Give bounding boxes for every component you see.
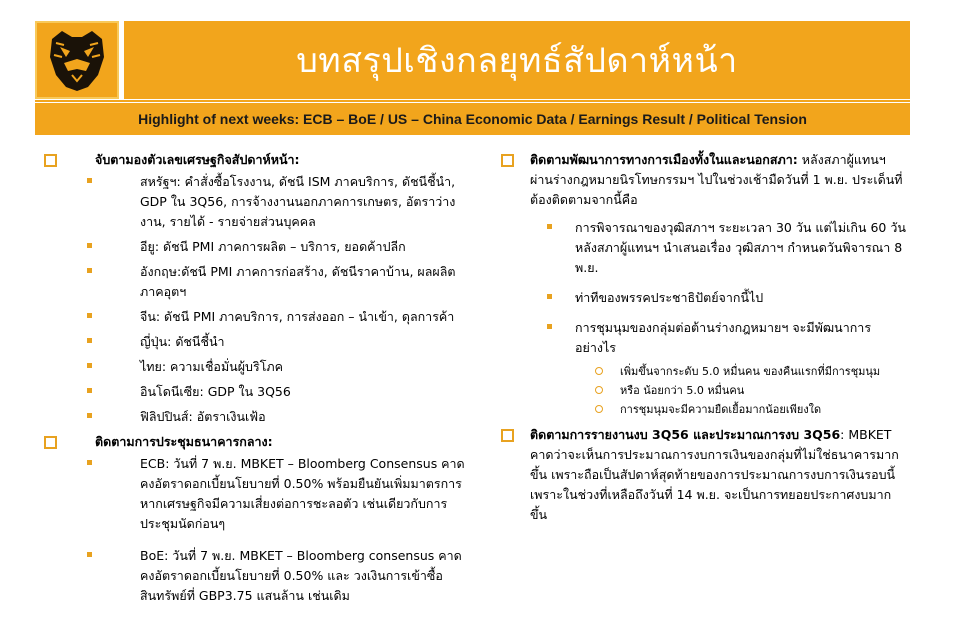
left-column <box>40 150 470 611</box>
square-bullet-icon <box>87 243 92 248</box>
list-item: การพิจารณาของวุฒิสภาฯ ระยะเวลา 30 วัน แต่ไม่เกิน 60 วัน หลังสภาผู้แทนฯ นำเสนอเรื่อง วุฒิสภาฯ กำหนดวันพิจารณา 8 พ.ย. <box>497 218 907 278</box>
earnings-section <box>497 425 907 525</box>
sub-list-item: หรือ น้อยกว่า 5.0 หมื่นคน <box>575 381 907 400</box>
list-item: การชุมนุมของกลุ่มต่อต้านร่างกฎหมายฯ จะมีพัฒนาการอย่างไร เพิ่มขึ้นจากระดับ 5.0 หมื่นคน ของคืนแรกที่มีการชุมนุม หรือ น้อยกว่า 5.0 หมื่นคน การชุมนุมจะมีความยืดเยื้อมากน้อยเพียงใด <box>497 318 907 419</box>
central-bank-list <box>40 454 470 606</box>
page-title: บทสรุปเชิงกลยุทธ์สัปดาห์หน้า <box>296 41 738 81</box>
list-item: อังกฤษ:ดัชนี PMI ภาคการก่อสร้าง, ดัชนีราคาบ้าน, ผลผลิตภาคอุตฯ <box>40 262 470 302</box>
earnings-text: : MBKET คาดว่าจะเห็นการประมาณการงบการเงินของกลุ่มที่ไม่ใช่ธนาคารมากขึ้น เพราะถือเป็นสัปดาห์สุดท้ายของการประมาณการงบการเงินรอบนี้ เพราะในช่วงที่เหลือถึงวันที่ 14 พ.ย. จะเป็นการทยอยประกาศงบมากขึ้น <box>530 427 899 522</box>
list-item: BoE: วันที่ 7 พ.ย. MBKET – Bloomberg consensus คาดคงอัตราดอกเบี้ยนโยบายที่ 0.50% และ วงเงินการเข้าซื้อสินทรัพย์ที่ GBP3.75 แสนล้าน เช่นเดิม <box>40 546 470 606</box>
highlight-banner <box>35 103 910 135</box>
politics-text: หลังสภาผู้แทนฯ ผ่านร่างกฎหมายนิรโทษกรรมฯ ไปในช่วงเช้ามืดวันที่ 1 พ.ย. ประเด็นที่ต้องติดตามจากนี้คือ <box>530 152 903 207</box>
square-bullet-icon <box>547 294 552 299</box>
circle-bullet-icon <box>595 367 603 375</box>
checkbox-bullet-icon <box>44 436 57 449</box>
square-bullet-icon <box>87 178 92 183</box>
list-item: ท่าทีของพรรคประชาธิปัตย์จากนี้ไป <box>497 288 907 308</box>
earnings-heading: ติดตามการรายงานงบ 3Q56 และประมาณการงบ 3Q56 <box>530 427 841 442</box>
square-bullet-icon <box>547 324 552 329</box>
sub-list-item: เพิ่มขึ้นจากระดับ 5.0 หมื่นคน ของคืนแรกที่มีการชุมนุม <box>575 362 907 381</box>
circle-bullet-icon <box>595 386 603 394</box>
highlight-text: Highlight of next weeks: ECB – BoE / US – China Economic Data / Earnings Result / Political Tension <box>138 111 807 127</box>
checkbox-bullet-icon <box>501 154 514 167</box>
econ-heading: จับตามองตัวเลขเศรษฐกิจสัปดาห์หน้า: <box>95 152 300 167</box>
list-item: อียู: ดัชนี PMI ภาคการผลิต – บริการ, ยอดค้าปลีก <box>40 237 470 257</box>
divider <box>35 100 910 102</box>
square-bullet-icon <box>87 552 92 557</box>
square-bullet-icon <box>547 224 552 229</box>
checkbox-bullet-icon <box>501 429 514 442</box>
square-bullet-icon <box>87 338 92 343</box>
right-column <box>497 150 907 527</box>
tiger-logo <box>35 21 119 99</box>
sub-list-item: การชุมนุมจะมีความยืดเยื้อมากน้อยเพียงใด <box>575 400 907 419</box>
square-bullet-icon <box>87 313 92 318</box>
central-bank-heading: ติดตามการประชุมธนาคารกลาง: <box>95 434 273 449</box>
list-item: จีน: ดัชนี PMI ภาคบริการ, การส่งออก – นำเข้า, ดุลการค้า <box>40 307 470 327</box>
square-bullet-icon <box>87 388 92 393</box>
econ-section <box>40 150 470 170</box>
list-item: อินโดนีเซีย: GDP ใน 3Q56 <box>40 382 470 402</box>
list-item: ญี่ปุ่น: ดัชนีชี้นำ <box>40 332 470 352</box>
politics-heading: ติดตามพัฒนาการทางการเมืองทั้งในและนอกสภา: <box>530 152 798 167</box>
list-item: สหรัฐฯ: คำสั่งซื้อโรงงาน, ดัชนี ISM ภาคบริการ, ดัชนีชี้นำ, GDP ใน 3Q56, การจ้างงานนอกภาคการเกษตร, อัตราว่างงาน, รายได้ - รายจ่ายส่วนบุคคล <box>40 172 470 232</box>
list-item: ECB: วันที่ 7 พ.ย. MBKET – Bloomberg Consensus คาดคงอัตราดอกเบี้ยนโยบายที่ 0.50% พร้อมยืนยันเพิ่มมาตรการหากเศรษฐกิจมีความเสี่ยงต่อการชะลอตัว เช่นเดียวกับการประชุมนัดก่อนๆ <box>40 454 470 534</box>
list-item: ฟิลิปปินส์: อัตราเงินเฟ้อ <box>40 407 470 427</box>
title-banner <box>124 21 910 99</box>
square-bullet-icon <box>87 460 92 465</box>
square-bullet-icon <box>87 268 92 273</box>
checkbox-bullet-icon <box>44 154 57 167</box>
tiger-head-icon <box>42 27 112 93</box>
list-item: ไทย: ความเชื่อมั่นผู้บริโภค <box>40 357 470 377</box>
politics-list <box>497 218 907 419</box>
square-bullet-icon <box>87 363 92 368</box>
circle-bullet-icon <box>595 405 603 413</box>
politics-section <box>497 150 907 210</box>
protest-sublist <box>575 362 907 419</box>
econ-list <box>40 172 470 427</box>
square-bullet-icon <box>87 413 92 418</box>
central-bank-section <box>40 432 470 452</box>
